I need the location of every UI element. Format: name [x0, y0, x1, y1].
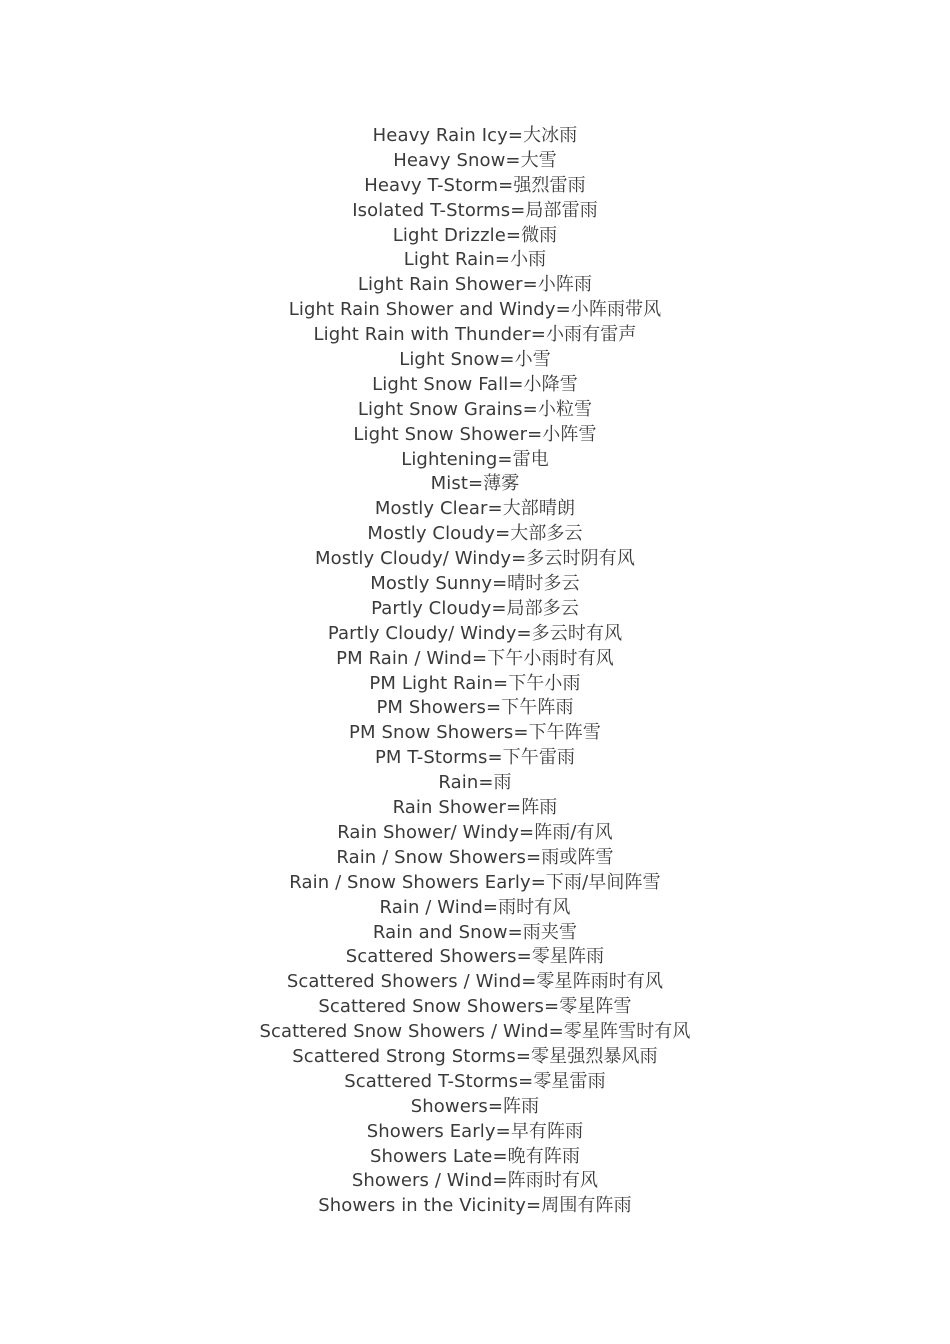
text-line: Showers Late=晚有阵雨	[369, 1145, 581, 1167]
text-line: Scattered Showers / Wind=零星阵雨时有风	[286, 971, 664, 993]
text-line: PM T-Storms=下午雷雨	[374, 747, 576, 769]
text-line: Scattered Snow Showers=零星阵雪	[318, 996, 632, 1018]
text-line: Rain=雨	[438, 772, 512, 794]
text-line: Mostly Cloudy/ Windy=多云时阴有风	[315, 548, 635, 570]
text-line: Scattered Snow Showers / Wind=零星阵雪时有风	[259, 1021, 691, 1043]
text-line: Showers / Wind=阵雨时有风	[351, 1170, 599, 1192]
text-line: Rain and Snow=雨夹雪	[372, 921, 578, 943]
text-line: Heavy Snow=大雪	[393, 149, 557, 171]
text-line: Light Snow Grains=小粒雪	[357, 398, 593, 420]
text-line: Mostly Clear=大部晴朗	[374, 498, 576, 520]
text-line: PM Snow Showers=下午阵雪	[349, 722, 601, 744]
text-line: Showers in the Vicinity=周围有阵雨	[318, 1195, 632, 1217]
text-line: Light Rain=小雨	[403, 249, 547, 271]
text-line: PM Showers=下午阵雨	[376, 697, 574, 719]
text-line: Mostly Sunny=晴时多云	[370, 573, 580, 595]
text-line: Lightening=雷电	[401, 448, 549, 470]
text-line: Light Snow=小雪	[399, 349, 551, 371]
text-line: Heavy T-Storm=强烈雷雨	[364, 174, 586, 196]
text-line: Light Drizzle=微雨	[392, 224, 558, 246]
text-line: Light Rain Shower and Windy=小阵雨带风	[288, 299, 662, 321]
text-line: Light Rain Shower=小阵雨	[357, 274, 593, 296]
text-line: Isolated T-Storms=局部雷雨	[352, 199, 598, 221]
text-line: Scattered Showers=零星阵雨	[345, 946, 605, 968]
text-line: Showers Early=早有阵雨	[366, 1120, 584, 1142]
text-line: Light Snow Fall=小降雪	[372, 373, 578, 395]
text-line: PM Rain / Wind=下午小雨时有风	[336, 647, 614, 669]
text-line: Partly Cloudy=局部多云	[371, 597, 579, 619]
text-line: PM Light Rain=下午小雨	[369, 672, 581, 694]
text-line: Scattered T-Storms=零星雷雨	[344, 1070, 606, 1092]
text-line: Partly Cloudy/ Windy=多云时有风	[327, 622, 623, 644]
text-line: Rain Shower/ Windy=阵雨/有风	[337, 821, 613, 843]
text-line: Light Rain with Thunder=小雨有雷声	[313, 324, 637, 346]
text-line: Rain / Snow Showers Early=下雨/早间阵雪	[289, 871, 661, 893]
text-line: Rain / Wind=雨时有风	[379, 896, 571, 918]
document-page	[0, 124, 950, 1219]
text-line: Rain Shower=阵雨	[392, 797, 558, 819]
text-line: Rain / Snow Showers=雨或阵雪	[336, 846, 614, 868]
text-line: Heavy Rain Icy=大冰雨	[372, 125, 578, 146]
text-line: Showers=阵雨	[410, 1095, 540, 1117]
text-line: Light Snow Shower=小阵雪	[353, 423, 597, 445]
text-line: Mostly Cloudy=大部多云	[367, 523, 583, 545]
text-line: Mist=薄雾	[430, 473, 520, 495]
text-line: Scattered Strong Storms=零星强烈暴风雨	[292, 1045, 658, 1067]
